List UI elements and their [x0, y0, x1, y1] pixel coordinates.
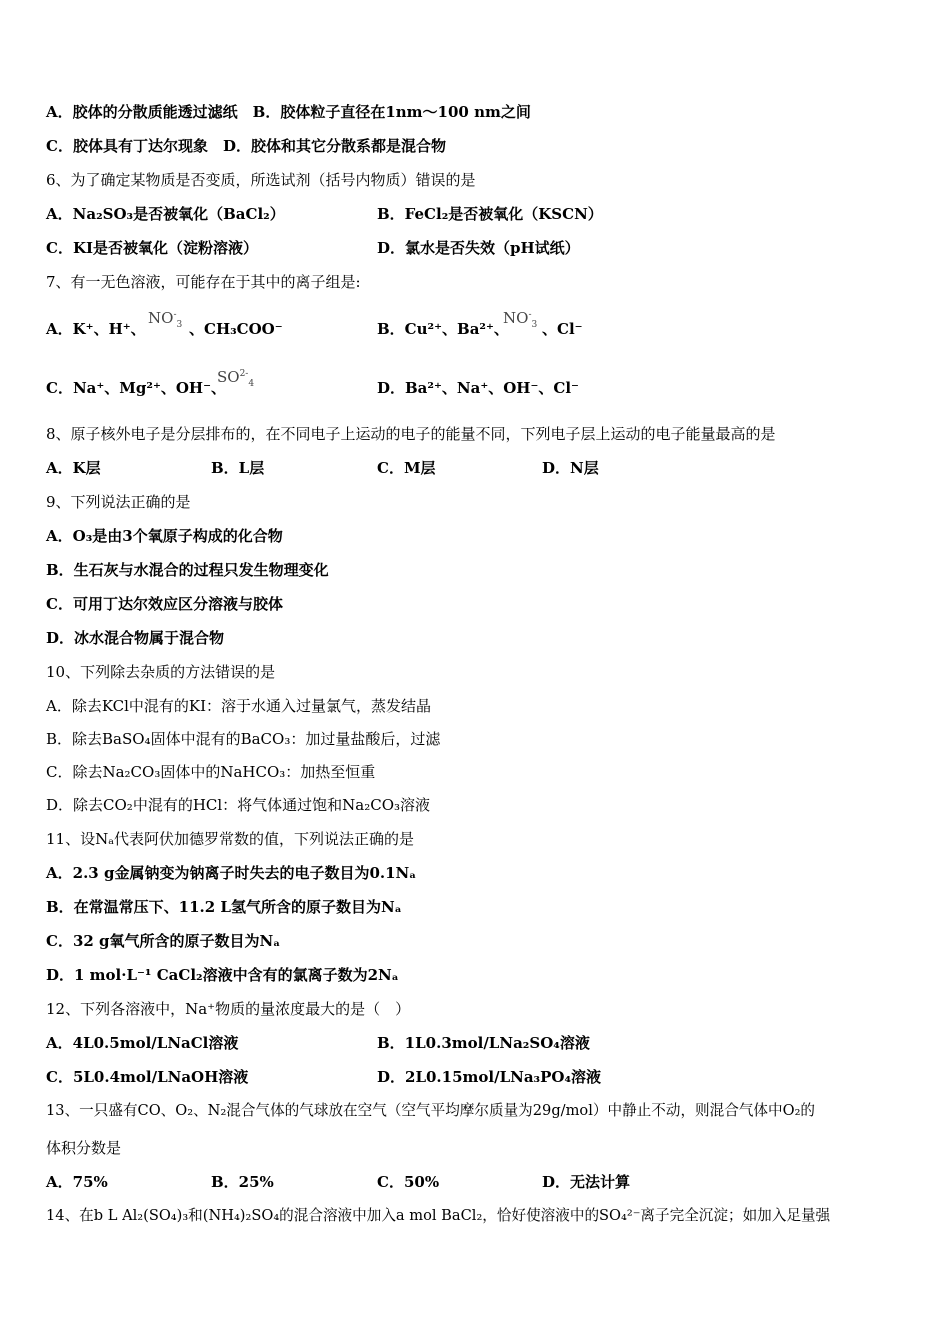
q6-option-b: B．FeCl₂是否被氧化（KSCN） — [377, 205, 603, 223]
q5-options-cd: C．胶体具有丁达尔现象 D．胶体和其它分散系都是混合物 — [46, 137, 446, 155]
q5-options-ab: A．胶体的分散质能透过滤纸 B．胶体粒子直径在1nm～100 nm之间 — [46, 103, 531, 121]
q8-stem: 8、原子核外电子是分层排布的，在不同电子上运动的电子的能量不同，下列电子层上运动的电子能量最高的是 — [46, 425, 776, 443]
q11-stem: 11、设Nₐ代表阿伏加德罗常数的值，下列说法正确的是 — [46, 830, 415, 848]
q7-option-a-nitrate-formula: $NO^-_3$ — [148, 309, 183, 330]
q13-stem-line1: 13、一只盛有CO、O₂、N₂混合气体的气球放在空气（空气平均摩尔质量为29g/mol）中静止不动，则混合气体中O₂的 — [46, 1102, 816, 1119]
q11-option-a: A．2.3 g金属钠变为钠离子时失去的电子数目为0.1Nₐ — [46, 864, 417, 882]
q8-option-d: D．N层 — [542, 459, 599, 477]
q6-option-c: C．KI是否被氧化（淀粉溶液） — [46, 239, 258, 257]
q7-stem: 7、有一无色溶液，可能存在于其中的离子组是: — [46, 273, 361, 291]
q12-option-b: B．1L0.3mol/LNa₂SO₄溶液 — [377, 1034, 590, 1052]
q13-option-d: D．无法计算 — [542, 1173, 631, 1191]
q7-option-c-prefix: C．Na⁺、Mg²⁺、OH⁻、 — [46, 379, 227, 397]
q13-option-b: B．25% — [211, 1173, 274, 1191]
q9-stem: 9、下列说法正确的是 — [46, 493, 191, 511]
q6-stem: 6、为了确定某物质是否变质，所选试剂（括号内物质）错误的是 — [46, 171, 476, 189]
q12-stem: 12、下列各溶液中，Na⁺物质的量浓度最大的是（ ） — [46, 1000, 411, 1018]
q7-option-c-sulfate-formula: $SO^{2-}_4$ — [217, 368, 255, 389]
q9-option-c: C．可用丁达尔效应区分溶液与胶体 — [46, 595, 283, 613]
q7-option-d: D．Ba²⁺、Na⁺、OH⁻、Cl⁻ — [377, 379, 579, 397]
q9-option-a: A．O₃是由3个氧原子构成的化合物 — [46, 527, 283, 545]
q6-option-a: A．Na₂SO₃是否被氧化（BaCl₂） — [46, 205, 285, 223]
q6-option-d: D．氯水是否失效（pH试纸） — [377, 239, 580, 257]
q9-option-b: B．生石灰与水混合的过程只发生物理变化 — [46, 561, 329, 579]
q10-option-b: B．除去BaSO₄固体中混有的BaCO₃：加过量盐酸后，过滤 — [46, 730, 441, 748]
q9-option-d: D．冰水混合物属于混合物 — [46, 629, 225, 647]
q12-option-a: A．4L0.5mol/LNaCl溶液 — [46, 1034, 239, 1052]
q10-option-a: A．除去KCl中混有的KI：溶于水通入过量氯气，蒸发结晶 — [46, 697, 432, 715]
q13-option-a: A．75% — [46, 1173, 108, 1191]
q7-option-b-prefix: B．Cu²⁺、Ba²⁺、 — [377, 320, 509, 338]
q8-option-b: B．L层 — [211, 459, 265, 477]
q11-option-d: D．1 mol·L⁻¹ CaCl₂溶液中含有的氯离子数为2Nₐ — [46, 966, 399, 984]
q10-option-c: C．除去Na₂CO₃固体中的NaHCO₃：加热至恒重 — [46, 763, 376, 781]
q7-option-a-suffix: 、CH₃COO⁻ — [189, 320, 283, 338]
q10-option-d: D．除去CO₂中混有的HCl：将气体通过饱和Na₂CO₃溶液 — [46, 796, 431, 814]
q11-option-c: C．32 g氧气所含的原子数目为Nₐ — [46, 932, 281, 950]
q12-option-d: D．2L0.15mol/LNa₃PO₄溶液 — [377, 1068, 602, 1086]
q13-option-c: C．50% — [377, 1173, 440, 1191]
q12-option-c: C．5L0.4mol/LNaOH溶液 — [46, 1068, 249, 1086]
q7-option-b-suffix: 、Cl⁻ — [542, 320, 583, 338]
q10-stem: 10、下列除去杂质的方法错误的是 — [46, 663, 276, 681]
q7-option-a-prefix: A．K⁺、H⁺、 — [46, 320, 146, 338]
q8-option-a: A．K层 — [46, 459, 101, 477]
q14-stem: 14、在b L Al₂(SO₄)₃和(NH₄)₂SO₄的混合溶液中加入a mol BaCl₂，恰好使溶液中的SO₄²⁻离子完全沉淀；如加入足量强 — [46, 1207, 831, 1224]
q13-stem-line2: 体积分数是 — [46, 1139, 122, 1157]
q8-option-c: C．M层 — [377, 459, 436, 477]
q11-option-b: B．在常温常压下、11.2 L氢气所含的原子数目为Nₐ — [46, 898, 402, 916]
q7-option-b-nitrate-formula: $NO^-_3$ — [503, 309, 538, 330]
